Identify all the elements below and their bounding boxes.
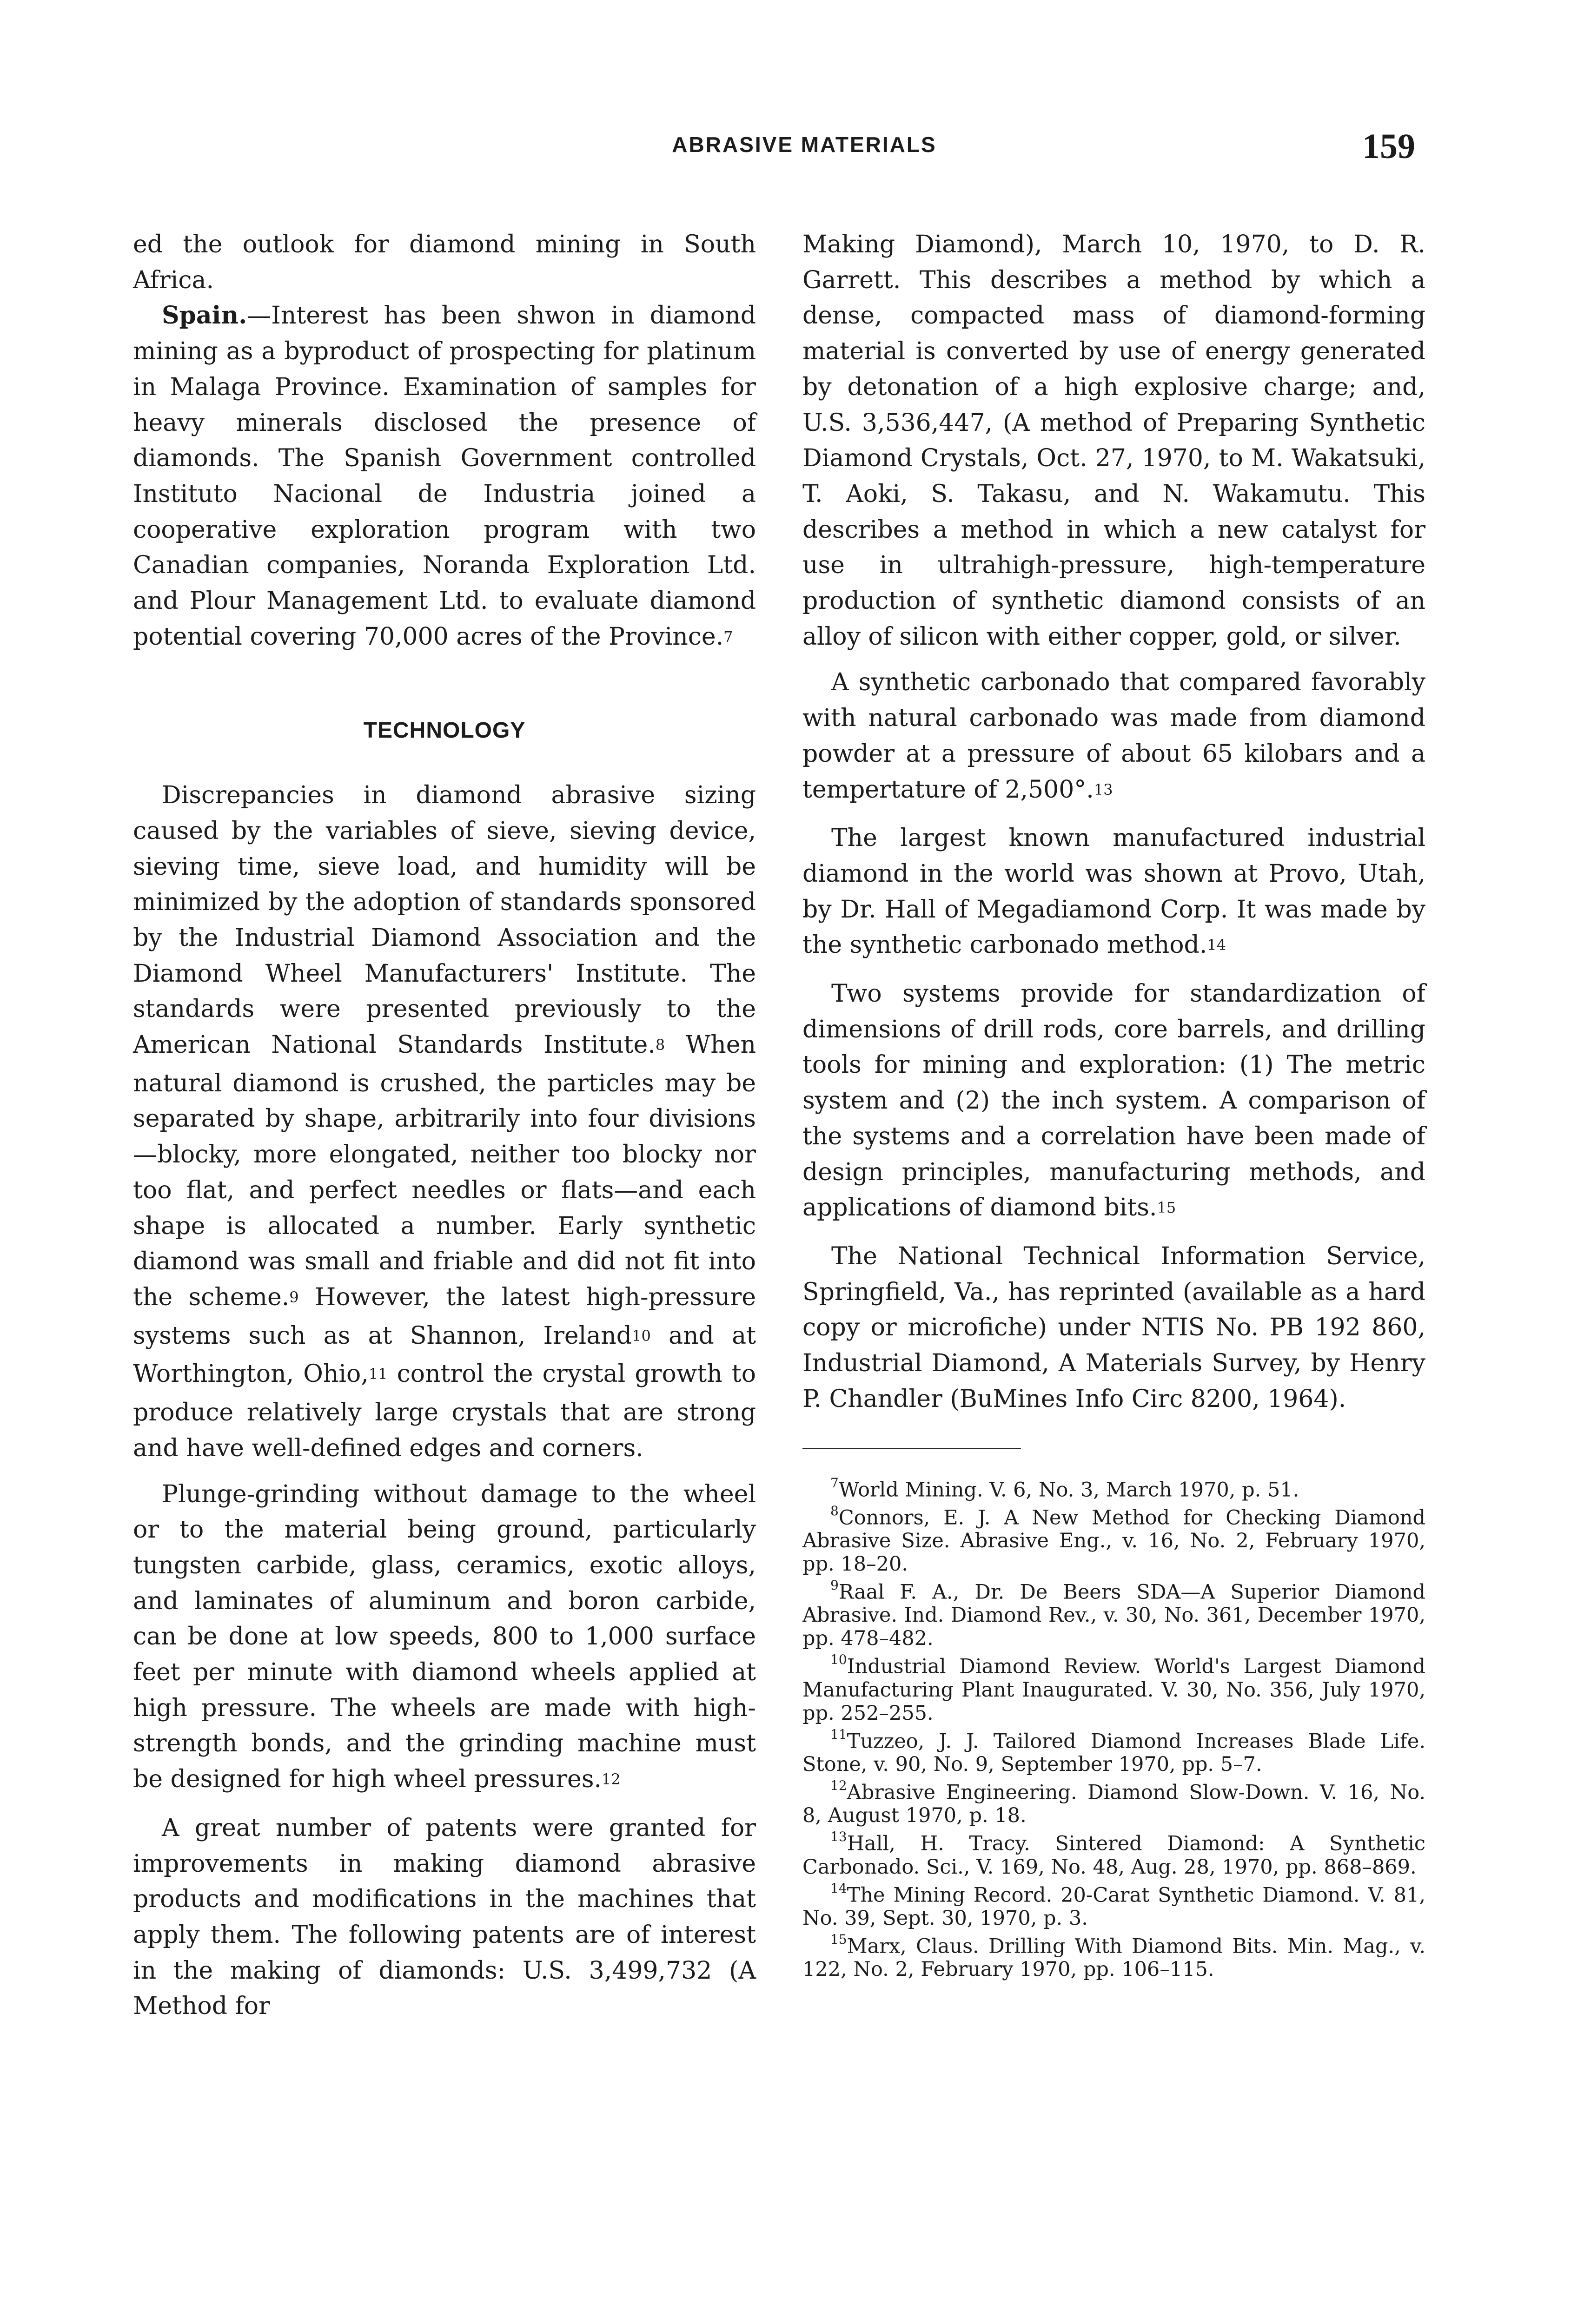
tech-text-d: and at Worthington, Ohio,	[133, 1321, 756, 1388]
footnote-ref: 10	[632, 1327, 651, 1345]
footnote-number: 12	[830, 1778, 847, 1794]
footnote	[802, 1650, 1425, 1724]
footnote-ref: 9	[289, 1288, 299, 1306]
footnote-number: 7	[830, 1475, 839, 1491]
footnote-text: Hall, H. Tracy. Sintered Diamond: A Synthetic Carbonado. Sci., V. 169, No. 48, Aug. 28, 1970, pp. 868–869.	[802, 1832, 1425, 1879]
running-header-title: ABRASIVE MATERIALS	[672, 132, 937, 157]
paragraph-sizing-standards	[133, 778, 756, 1466]
right-column	[802, 227, 1425, 1981]
footnote	[802, 1576, 1425, 1650]
footnote-text: The Mining Record. 20-Carat Synthetic Diamond. V. 81, No. 39, Sept. 30, 1970, p. 3.	[802, 1883, 1425, 1930]
footnote-number: 9	[830, 1578, 839, 1593]
paragraph-ntis: The National Technical Information Service, Springfield, Va., has reprinted (available as a hard copy or microfiche) under NTIS No. PB 192 860, Industrial Diamond, A Materials Survey, by Henry P. Chandler (BuMines Info Circ 8200, 1964).	[802, 1242, 1425, 1413]
paragraph-spain	[133, 298, 756, 657]
footnote-divider	[802, 1448, 1021, 1449]
footnote-text: Raal F. A., Dr. De Beers SDA—A Superior Diamond Abrasive. Ind. Diamond Rev., v. 30, No. 361, December 1970, pp. 478–482.	[802, 1580, 1425, 1651]
tech-text-b: When natural diamond is crushed, the particles may be separated by shape, arbitrarily into four divisions—blocky, more elongated, neither too blocky nor too flat, and perfect needles or flats—and each shape is allocated a number. Early synthetic diamond was small and friable and did not fit into the scheme.	[133, 1031, 756, 1311]
footnotes	[802, 1473, 1425, 1981]
footnote-ref: 13	[1094, 780, 1113, 799]
footnote-ref: 7	[723, 627, 733, 646]
paragraph-patents-continued: Making Diamond), March 10, 1970, to D. R. Garrett. This describes a method by which a dense, compacted mass of diamond-forming material is converted by use of energy generated by detonation of a high explosive charge; and, U.S. 3,536,447, (A method of Preparing Synthetic Diamond Crystals, Oct. 27, 1970, to M. Wakatsuki, T. Aoki, S. Takasu, and N. Wakamutu. This describes a method in which a new catalyst for use in ultrahigh-pressure, high-temperature production of synthetic diamond consists of an alloy of silicon with either copper, gold, or silver.	[802, 231, 1425, 651]
tech-text-e: control the crystal growth to produce relatively large crystals that are strong and have well-defined edges and corners.	[133, 1360, 756, 1462]
left-column	[133, 227, 756, 2024]
footnote-text: Marx, Claus. Drilling With Diamond Bits. Min. Mag., v. 122, No. 2, February 1970, pp. 106–115.	[802, 1934, 1425, 1981]
footnote-number: 15	[830, 1932, 847, 1948]
carbonado-text: A synthetic carbonado that compared favorably with natural carbonado was made from diamond powder at a pressure of about 65 kilobars and a tempertature of 2,500°.	[802, 668, 1425, 804]
footnote-number: 11	[830, 1726, 847, 1742]
footnote-text: Tuzzeo, J. J. Tailored Diamond Increases Blade Life. Stone, v. 90, No. 9, September 1970, pp. 5–7.	[802, 1730, 1425, 1776]
footnote-text: World Mining. V. 6, No. 3, March 1970, p. 51.	[838, 1478, 1299, 1501]
footnote-number: 8	[830, 1503, 839, 1519]
footnote	[802, 1776, 1425, 1827]
footnote	[802, 1725, 1425, 1776]
paragraph-patents: A great number of patents were granted for improvements in making diamond abrasive products and modifications in the machines that apply them. The following patents are of interest in the making of diamonds: U.S. 3,499,732 (A Method for	[133, 1814, 756, 2020]
footnote	[802, 1827, 1425, 1878]
plunge-text: Plunge-grinding without damage to the wheel or to the material being ground, particularly tungsten carbide, glass, ceramics, exotic alloys, and laminates of aluminum and boron carbide, can be done at low speeds, 800 to 1,000 surface feet per minute with diamond wheels applied at high pressure. The wheels are made with high-strength bonds, and the grinding machine must be designed for high wheel pressures.	[133, 1480, 756, 1794]
footnote-ref: 14	[1207, 936, 1226, 954]
footnote-ref: 12	[602, 1770, 621, 1789]
paragraph-south-africa-continued: ed the outlook for diamond mining in South Africa.	[133, 231, 756, 294]
largest-text: The largest known manufactured industrial diamond in the world was shown at Provo, Utah, by Dr. Hall of Megadiamond Corp. It was made by the synthetic carbonado method.	[802, 824, 1425, 959]
footnote-text: Abrasive Engineering. Diamond Slow-Down. V. 16, No. 8, August 1970, p. 18.	[802, 1781, 1425, 1828]
paragraph-synthetic-carbonado	[802, 665, 1425, 810]
paragraph-largest-diamond	[802, 820, 1425, 966]
footnote-number: 14	[830, 1880, 847, 1896]
footnote-text: Industrial Diamond Review. World's Largest Diamond Manufacturing Plant Inaugurated. V. 30, No. 356, July 1970, pp. 252–255.	[802, 1655, 1425, 1725]
page-number: 159	[1362, 127, 1415, 166]
footnote	[802, 1879, 1425, 1930]
spain-text: —Interest has been shwon in diamond mining as a byproduct of prospecting for platinum in Malaga Province. Examination of samples for heavy minerals disclosed the presence of diamonds. The Spanish Government controlled Instituto Nacional de Industria joined a cooperative exploration program with two Canadian companies, Noranda Exploration Ltd. and Plour Management Ltd. to evaluate diamond potential covering 70,000 acres of the Province.	[133, 302, 756, 651]
footnote-number: 10	[830, 1652, 847, 1668]
tech-text-a: Discrepancies in diamond abrasive sizing caused by the variables of sieve, sieving device, sieving time, sieve load, and humidity will be minimized by the adoption of standards sponsored by the Industrial Diamond Association and the Diamond Wheel Manufacturers' Institute. The standards were presented previously to the American National Standards Institute.	[133, 781, 756, 1059]
footnote-number: 13	[830, 1829, 847, 1845]
section-heading-technology: TECHNOLOGY	[363, 718, 526, 743]
footnote	[802, 1473, 1425, 1501]
footnote	[802, 1930, 1425, 1981]
footnote	[802, 1501, 1425, 1576]
footnote-ref: 8	[655, 1036, 665, 1054]
run-in-heading-spain: Spain.	[162, 301, 247, 330]
paragraph-drilling-systems	[802, 976, 1425, 1228]
footnote-text: Connors, E. J. A New Method for Checking Diamond Abrasive Size. Abrasive Eng., v. 16, No. 2, February 1970, pp. 18–20.	[802, 1506, 1425, 1576]
systems-text: Two systems provide for standardization of dimensions of drill rods, core barrels, and drilling tools for mining and exploration: (1) The metric system and (2) the inch system. A comparison of the systems and a correlation have been made of design principles, manufacturing methods, and applications of diamond bits.	[802, 980, 1425, 1222]
footnote-ref: 15	[1157, 1199, 1176, 1217]
footnote-ref: 11	[368, 1365, 388, 1383]
tech-text-c: However, the latest high-pressure systems such as at Shannon, Ireland	[133, 1283, 756, 1350]
paragraph-plunge-grinding	[133, 1477, 756, 1800]
